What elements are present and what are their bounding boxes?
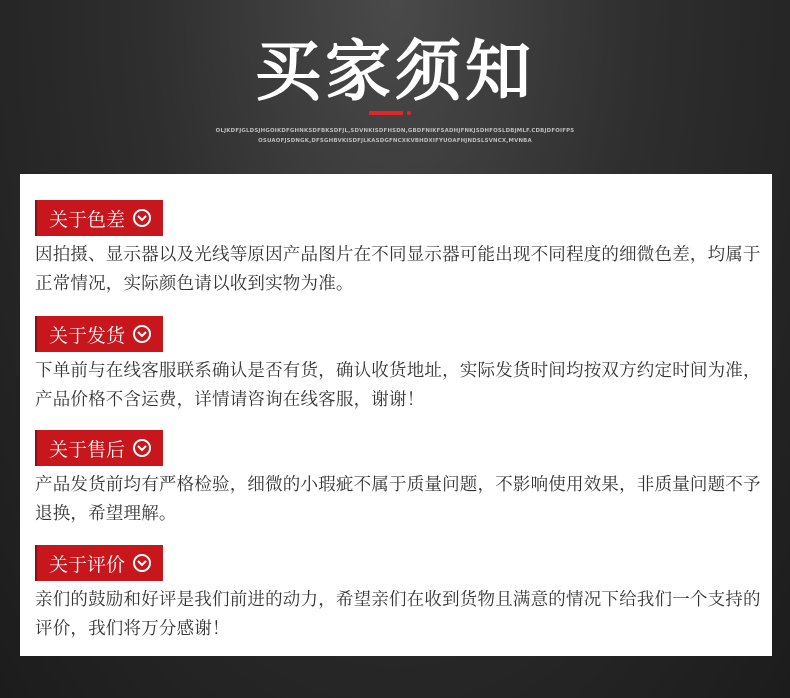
chevron-circle-icon — [133, 325, 151, 343]
section-reviews — [35, 545, 765, 644]
decorative-subtext-line-2: OSUAOFJSDNGK,DFSGHBVKISDFJLKASDGFNCXKVBHDXIFYUOAFHJNDSLSVNCX,MVNBA — [258, 138, 532, 144]
section-shipping — [35, 316, 765, 415]
section-color-difference — [35, 200, 765, 299]
chevron-circle-icon — [133, 209, 151, 227]
section-tag — [35, 316, 163, 352]
section-description: 亲们的鼓励和好评是我们前进的动力，希望亲们在收到货物且满意的情况下给我们一个支持的评价，我们将万分感谢！ — [35, 590, 761, 639]
section-tag — [35, 545, 163, 581]
section-title: 关于售后 — [49, 438, 126, 461]
section-description: 产品发货前均有严格检验，细微的小瑕疵不属于质量问题，不影响使用效果，非质量问题不予退换，希望理解。 — [35, 475, 761, 524]
accent-bar — [369, 111, 403, 115]
accent-dot — [407, 111, 411, 115]
decorative-subtext-line-1: OLJKDFJGLDSJHGOIKDFGHNKSDFBKSDFJL,SDVNKISDFHSDN,GBDFNIKFSADHJFNKJSDHFOSLDBJMLF.CDBJDFOIFPS — [215, 128, 575, 134]
section-title: 关于评价 — [49, 553, 126, 576]
section-title: 关于色差 — [49, 208, 126, 231]
section-description: 因拍摄、显示器以及光线等原因产品图片在不同显示器可能出现不同程度的细微色差，均属于正常情况，实际颜色请以收到实物为准。 — [35, 245, 761, 294]
chevron-circle-icon — [133, 554, 151, 572]
section-after-sales — [35, 430, 765, 529]
section-title: 关于发货 — [49, 324, 126, 347]
section-tag — [35, 200, 163, 236]
accent-divider — [369, 111, 413, 115]
page-title: 买家须知 — [255, 33, 535, 110]
section-description: 下单前与在线客服联系确认是否有货，确认收货地址，实际发货时间均按双方约定时间为准，产品价格不含运费，详情请咨询在线客服，谢谢！ — [35, 361, 761, 410]
section-tag — [35, 430, 163, 466]
chevron-circle-icon — [133, 439, 151, 457]
notice-card — [20, 174, 772, 656]
